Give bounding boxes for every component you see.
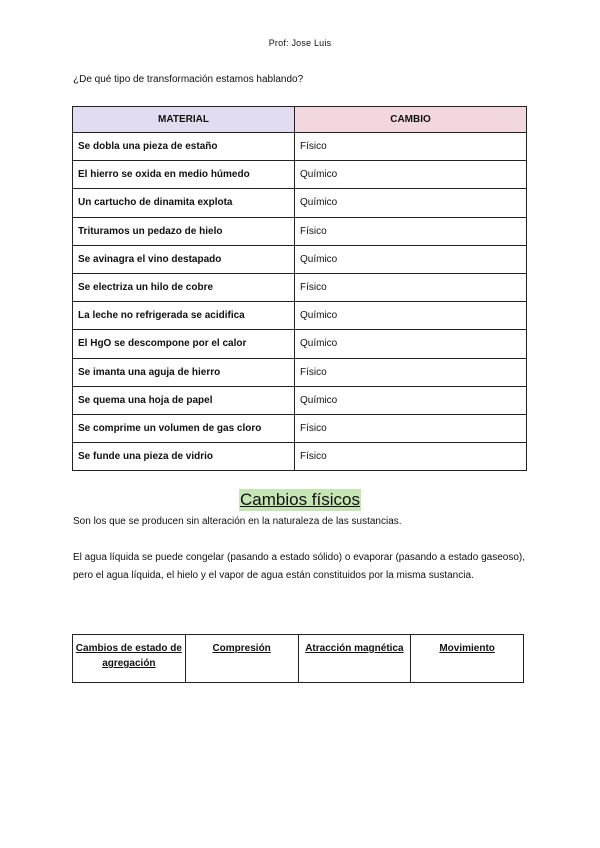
material-cell: Un cartucho de dinamita explota xyxy=(73,189,295,217)
table-row xyxy=(73,189,527,217)
table-header-row xyxy=(73,107,527,133)
table-row xyxy=(73,245,527,273)
cambio-cell: Químico xyxy=(295,302,527,330)
transformation-table xyxy=(72,106,527,471)
material-cell: Se dobla una pieza de estaño xyxy=(73,133,295,161)
change-types-table xyxy=(72,634,524,683)
table-row xyxy=(73,386,527,414)
table-row xyxy=(73,635,524,683)
material-cell: La leche no refrigerada se acidifica xyxy=(73,302,295,330)
material-cell: Se funde una pieza de vidrio xyxy=(73,443,295,471)
cambio-cell: Químico xyxy=(295,161,527,189)
material-cell: El hierro se oxida en medio húmedo xyxy=(73,161,295,189)
table-row xyxy=(73,161,527,189)
cambio-cell: Físico xyxy=(295,273,527,301)
section-title-wrapper xyxy=(0,489,600,511)
table-row xyxy=(73,358,527,386)
material-cell: Se imanta una aguja de hierro xyxy=(73,358,295,386)
page-header: Prof: Jose Luis xyxy=(268,38,332,48)
cambio-cell: Químico xyxy=(295,330,527,358)
cambio-cell: Físico xyxy=(295,443,527,471)
header-material: MATERIAL xyxy=(73,107,295,133)
material-cell: Se quema una hoja de papel xyxy=(73,386,295,414)
cambio-cell: Químico xyxy=(295,245,527,273)
example-paragraph: El agua líquida se puede congelar (pasando a estado sólido) o evaporar (pasando a estado gaseoso), pero el agua líquida, el hielo y el vapor de agua están constituidos por la misma sustancia. xyxy=(73,552,525,581)
cambio-cell: Químico xyxy=(295,189,527,217)
cambio-cell: Físico xyxy=(295,414,527,442)
table-row xyxy=(73,133,527,161)
cambio-cell: Físico xyxy=(295,133,527,161)
question-text: ¿De qué tipo de transformación estamos hablando? xyxy=(73,74,304,85)
change-type-cell: Atracción magnética xyxy=(298,635,411,683)
table-row xyxy=(73,302,527,330)
material-cell: Se electriza un hilo de cobre xyxy=(73,273,295,301)
definition-paragraph: Son los que se producen sin alteración en la naturaleza de las sustancias. xyxy=(73,516,402,527)
table-row xyxy=(73,273,527,301)
material-cell: Se comprime un volumen de gas cloro xyxy=(73,414,295,442)
change-type-cell: Movimiento xyxy=(411,635,524,683)
change-type-cell: Compresión xyxy=(185,635,298,683)
material-cell: El HgO se descompone por el calor xyxy=(73,330,295,358)
cambio-cell: Físico xyxy=(295,358,527,386)
header-cambio: CAMBIO xyxy=(295,107,527,133)
section-title: Cambios físicos xyxy=(240,490,360,509)
table-row xyxy=(73,414,527,442)
table-row xyxy=(73,217,527,245)
material-cell: Se avinagra el vino destapado xyxy=(73,245,295,273)
cambio-cell: Químico xyxy=(295,386,527,414)
table-row xyxy=(73,443,527,471)
table-row xyxy=(73,330,527,358)
change-type-cell: Cambios de estado de agregación xyxy=(73,635,186,683)
cambio-cell: Físico xyxy=(295,217,527,245)
material-cell: Trituramos un pedazo de hielo xyxy=(73,217,295,245)
